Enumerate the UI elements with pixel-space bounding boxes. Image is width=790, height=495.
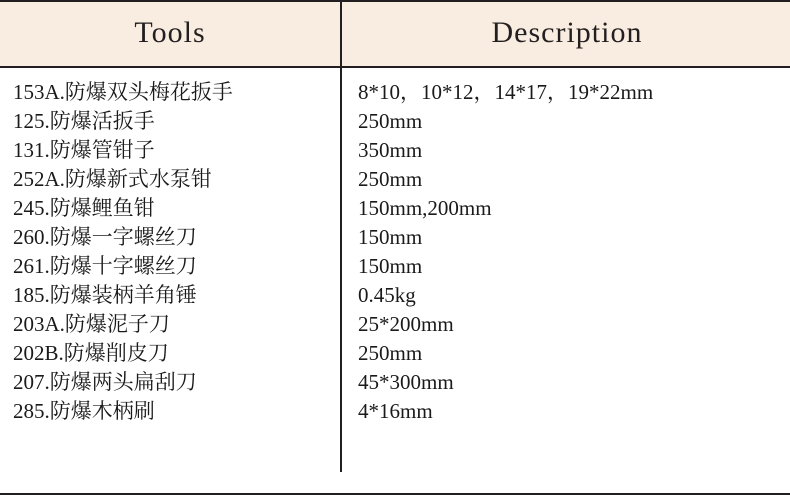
cell-description: 8*10，10*12，14*17，19*22mm bbox=[358, 80, 654, 104]
cell-tool: 153A.防爆双头梅花扳手 bbox=[0, 67, 341, 107]
cell-description: 150mm,200mm bbox=[358, 196, 492, 220]
spacer-cell-tool bbox=[0, 426, 341, 472]
cell-tool: 185.防爆装柄羊角锤 bbox=[0, 281, 341, 310]
cell-tool: 202B.防爆削皮刀 bbox=[0, 339, 341, 368]
table-row bbox=[0, 339, 790, 368]
table-row bbox=[0, 281, 790, 310]
cell-description: 0.45kg bbox=[358, 283, 416, 307]
column-header-tools: Tools bbox=[0, 1, 341, 67]
cell-description: 250mm bbox=[358, 341, 423, 365]
cell-tool: 245.防爆鲤鱼钳 bbox=[0, 194, 341, 223]
cell-description: 45*300mm bbox=[358, 370, 454, 394]
table-row bbox=[0, 310, 790, 339]
column-header-description: Description bbox=[341, 1, 790, 67]
table-row bbox=[0, 368, 790, 397]
cell-description: 25*200mm bbox=[358, 312, 454, 336]
spacer-cell-description bbox=[341, 426, 790, 472]
cell-description: 150mm bbox=[358, 254, 423, 278]
table-header-row bbox=[0, 1, 790, 67]
table-row bbox=[0, 136, 790, 165]
cell-tool: 131.防爆管钳子 bbox=[0, 136, 341, 165]
cell-description: 150mm bbox=[358, 225, 423, 249]
cell-tool: 260.防爆一字螺丝刀 bbox=[0, 223, 341, 252]
table-row bbox=[0, 397, 790, 426]
table-body bbox=[0, 67, 790, 472]
cell-description: 4*16mm bbox=[358, 399, 433, 423]
table-row bbox=[0, 165, 790, 194]
cell-description: 350mm bbox=[358, 138, 423, 162]
cell-tool: 252A.防爆新式水泵钳 bbox=[0, 165, 341, 194]
table-row bbox=[0, 107, 790, 136]
table-row bbox=[0, 223, 790, 252]
cell-tool: 125.防爆活扳手 bbox=[0, 107, 341, 136]
cell-description: 250mm bbox=[358, 109, 423, 133]
cell-tool: 203A.防爆泥子刀 bbox=[0, 310, 341, 339]
table-row bbox=[0, 194, 790, 223]
cell-tool: 207.防爆两头扁刮刀 bbox=[0, 368, 341, 397]
table-row bbox=[0, 67, 790, 107]
cell-tool: 285.防爆木柄刷 bbox=[0, 397, 341, 426]
cell-tool: 261.防爆十字螺丝刀 bbox=[0, 252, 341, 281]
table-header bbox=[0, 1, 790, 67]
cell-description: 250mm bbox=[358, 167, 423, 191]
table-row bbox=[0, 252, 790, 281]
table-bottom-spacer bbox=[0, 426, 790, 472]
